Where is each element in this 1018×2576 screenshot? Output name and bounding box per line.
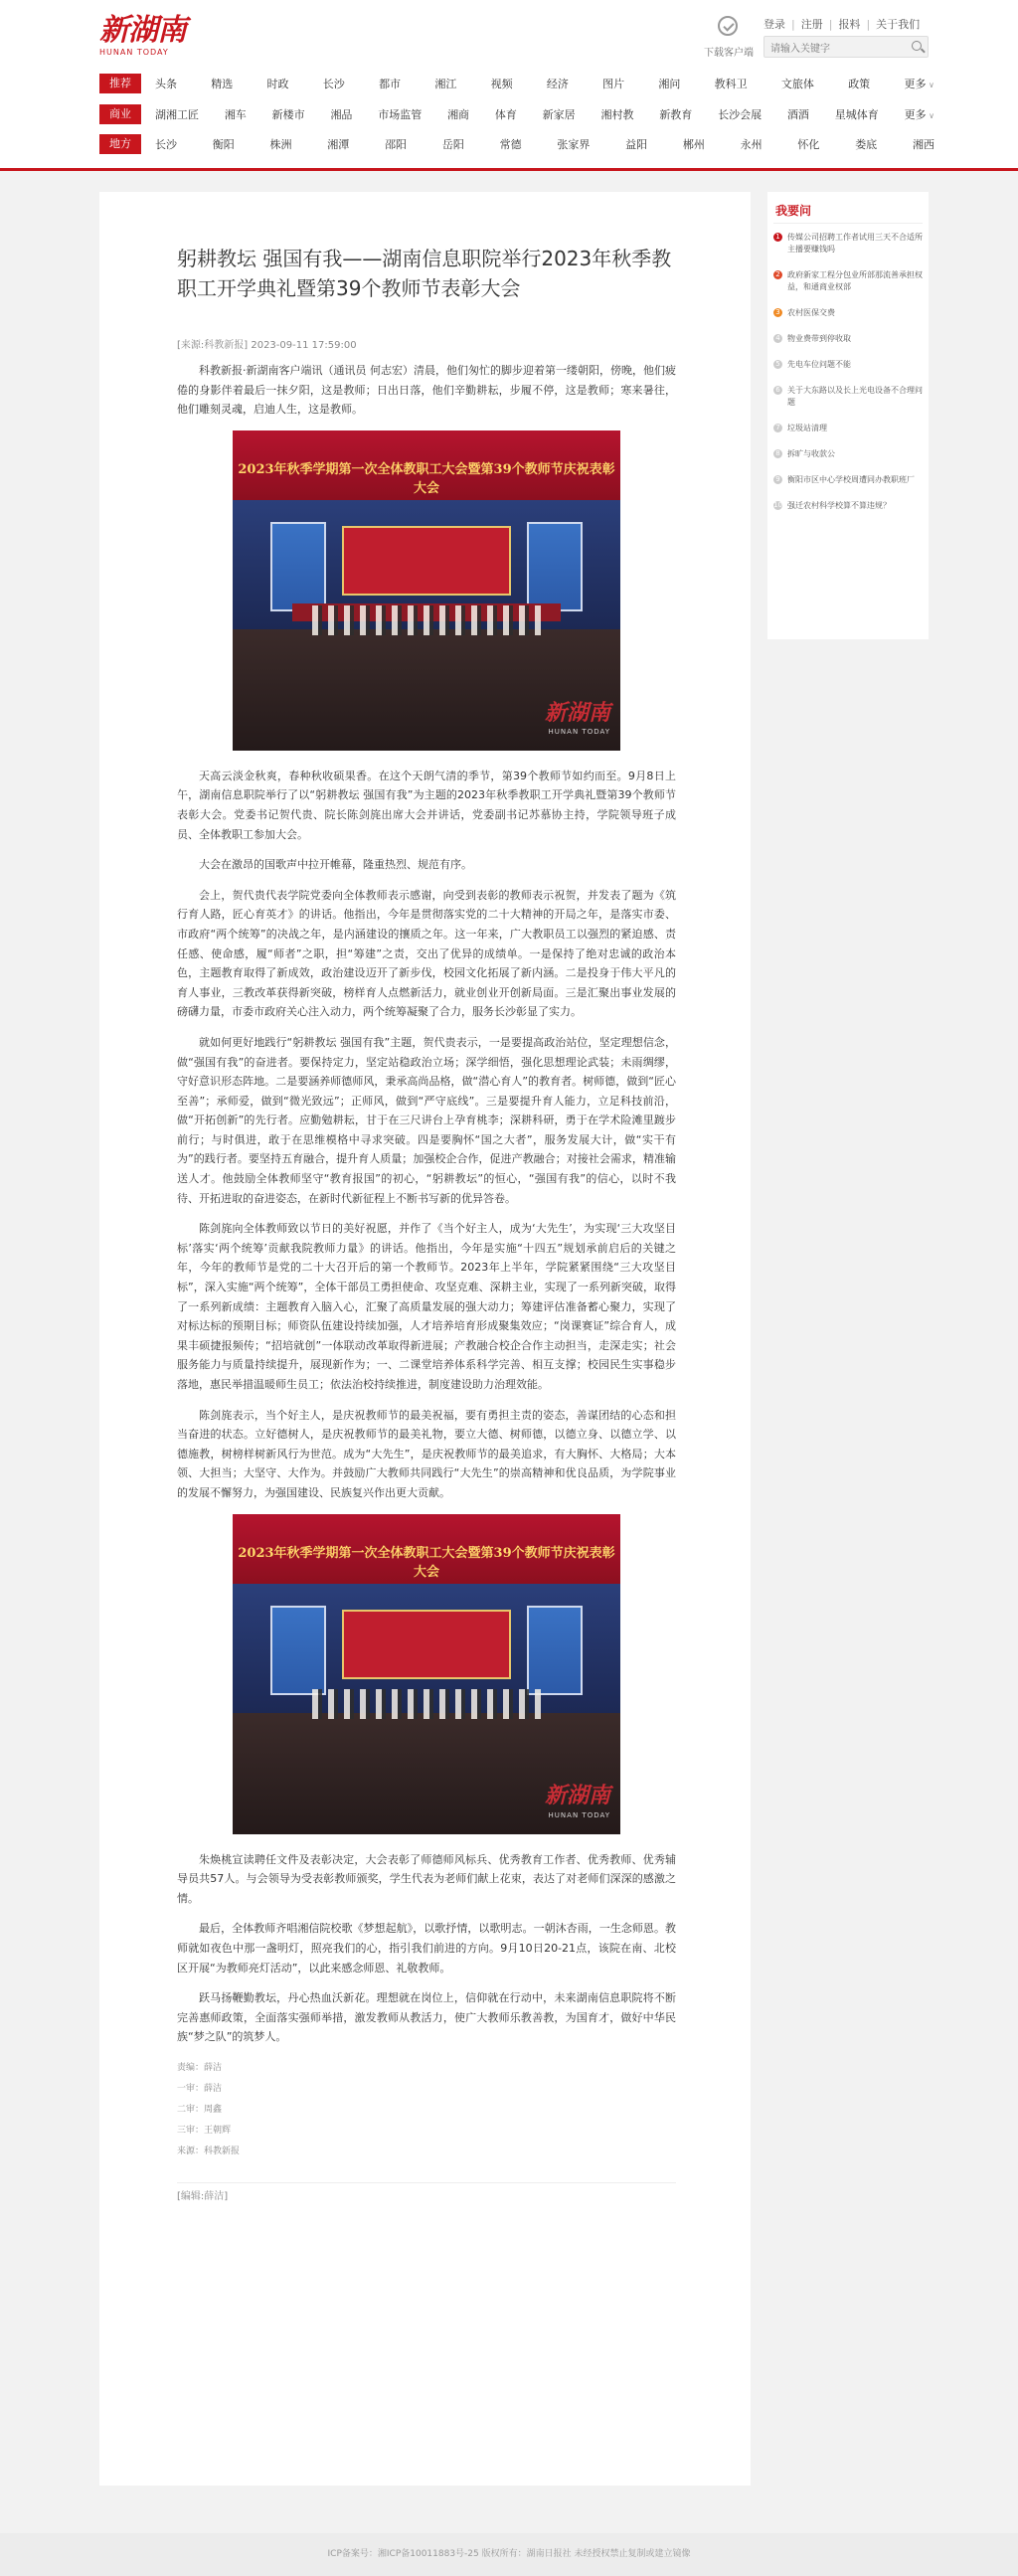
- nav-item[interactable]: 邵阳: [385, 138, 408, 151]
- sidebar-item[interactable]: [773, 474, 923, 486]
- article-paragraph: 天高云淡金秋爽，春种秋收硕果香。在这个天朗气清的季节，第39个教师节如约而至。9月8日上午，湖南信息职院举行了以“躬耕教坛 强国有我”为主题的2023年秋季教职工开学典礼暨第39个教师节表彰大会。党委书记贺代贵、院长陈剑旄出席大会并讲话，党委副书记苏慕协主持，学院领导班子成员、全体教职工参加大会。: [177, 769, 676, 841]
- nav-item[interactable]: 湖湘工匠: [155, 108, 199, 121]
- photo-screen-right: [527, 522, 583, 611]
- nav-item[interactable]: 湘品: [330, 108, 353, 121]
- sidebar-item[interactable]: [773, 232, 923, 256]
- nav-item[interactable]: 时政: [266, 78, 289, 90]
- nav-items: [155, 136, 934, 152]
- sidebar-item-label: 强迁农村科学校算不算违规？: [787, 501, 891, 510]
- photo-screen-left: [270, 522, 326, 611]
- nav-item[interactable]: 新教育: [659, 108, 693, 121]
- photo-backdrop: [342, 1610, 511, 1679]
- nav-item[interactable]: 长沙: [155, 138, 177, 151]
- article-paragraph: 陈剑旄向全体教师致以节日的美好祝愿，并作了《当个好主人，成为‘大先生’，为实现‘三大攻坚目标’落实‘两个统筹’贡献我院教师力量》的讲话。他指出，今年是实施“十四五”规划承前启后的关键之年，今年的教师节是党的二十大召开后的第一个教师节。2023年上半年，学院紧紧围绕“三大攻坚目标”，深入实施“两个统筹”，全体干部员工勇担使命、攻坚克难、深耕主业，实现了一系列新突破，取得了一系列新成绩：主题教育入脑入心，汇聚了高质量发展的强大动力；筹建评估准备蓄心聚力，实现了对标达标的预期目标；师资队伍建设持续加强，人才培养培育形成聚集效应；“岗课赛证”综合育人，成果丰硕捷报频传；“招培就创”一体联动改革取得新进展；产教融合校企合作主动担当，走深走实；社会服务能力与质量持续提升，展现新作为；一、二课堂培养体系科学完善、相互支撑；校园民生实事稳步落地，惠民举措温暖师生员工；依法治校持续推进，制度建设助力治理效能。: [177, 1222, 676, 1391]
- logo-text: 新湖南: [99, 13, 186, 48]
- article-paragraph: 朱焕桃宣读聘任文件及表彰决定，大会表彰了师德师风标兵、优秀教育工作者、优秀教师、优秀辅导员共57人。与会领导为受表彰教师颁奖，学生代表为老师们献上花束，表达了对老师们深深的感激之情。: [177, 1852, 676, 1905]
- nav-item[interactable]: 怀化: [797, 138, 820, 151]
- nav-item[interactable]: 湘问: [658, 78, 681, 90]
- photo-watermark: [544, 699, 610, 743]
- sidebar-item-label: 先电车位问题不能: [787, 360, 851, 369]
- nav-item[interactable]: 新家居: [542, 108, 576, 121]
- link-divider: |: [791, 18, 795, 31]
- site-footer: ICP备案号：湘ICP备10011883号-25 版权所有：湖南日报社 未经授权禁止复制或建立镜像: [0, 2533, 1018, 2576]
- nav-item[interactable]: 长沙会展: [718, 108, 763, 121]
- sidebar-item-label: 农村医保交费: [787, 308, 835, 317]
- rank-badge: 4: [773, 334, 782, 343]
- article-meta: [来源:科教新报] 2023-09-11 17:59:00: [177, 340, 357, 351]
- nav-item[interactable]: 永州: [740, 138, 763, 151]
- nav-category[interactable]: 地方: [99, 134, 141, 154]
- article-paragraph: 大会在激昂的国歌声中拉开帷幕，隆重热烈、规范有序。: [199, 858, 472, 872]
- watermark-logo: 新湖南: [544, 699, 610, 726]
- nav-item[interactable]: 精选: [211, 78, 234, 90]
- credit-first-review: 一审：薛洁: [177, 2083, 223, 2094]
- top-bar: [696, 12, 934, 72]
- nav-category[interactable]: 商业: [99, 104, 141, 124]
- sidebar-item-label: 传媒公司招聘工作者试用三天不合适所主播要赚钱吗: [787, 233, 923, 254]
- watermark-subtext: HUNAN TODAY: [548, 728, 610, 737]
- sidebar-item[interactable]: [773, 307, 923, 319]
- login-link[interactable]: 登录: [764, 18, 785, 31]
- sidebar-item-label: 衡阳市区中心学校周遭同办教职班厂: [787, 475, 915, 484]
- article-editor-tag: [编辑:薛洁]: [177, 2182, 676, 2207]
- nav-item[interactable]: 政策: [848, 78, 871, 90]
- credit-second-review: 二审：周鑫: [177, 2104, 223, 2115]
- article-paragraph: 会上，贺代贵代表学院党委向全体教师表示感谢，向受到表彰的教师表示祝贺，并发表了题为《筑行育人路，匠心育英才》的讲话。他指出，今年是贯彻落实党的二十大精神的开局之年，是落实市委、市政府“两个统筹”的决战之年，是内涵建设的攘质之年。这一年来，广大教职员工以强烈的紧迫感、责任感、使命感，履“师者”之职，担“筹建”之责，交出了优异的成绩单。一是保持了绝对忠诚的政治本色，主题教育取得了新成效，政治建设迈开了新步伐，校园文化拓展了新内涵。二是投身于伟大平凡的育人事业，三教改革获得新突破，榜样育人点燃新活力，就业创业开创新局面。三是汇聚出事业发展的磅礴力量，市委市政府关心注入动力，两个统筹凝聚了合力，服务长沙彰显了实力。: [177, 888, 676, 1019]
- nav-item[interactable]: 市场监管: [378, 108, 423, 121]
- article-credits: [177, 2058, 676, 2162]
- nav-item[interactable]: 岳阳: [441, 138, 464, 151]
- sidebar-item-label: 关于大东路以及长上光电设备不合理问题: [787, 386, 923, 407]
- sidebar-title[interactable]: 我要问: [773, 202, 923, 224]
- rank-badge: 6: [773, 386, 782, 395]
- article-paragraph: 跃马扬鞭勤教坛，丹心热血沃新花。理想就在岗位上，信仰就在行动中，未来湖南信息职院将不断完善惠师政策，全面落实强师举措，激发教师从教活力，使广大教师乐教善教，为国育才，做好中华民族“梦之队”的筑梦人。: [177, 1991, 676, 2044]
- photo-honorees: [312, 1689, 541, 1719]
- nav-items: [155, 76, 934, 91]
- sidebar-item[interactable]: [773, 269, 923, 293]
- nav-item[interactable]: 湘潭: [327, 138, 350, 151]
- nav-item[interactable]: 星城体育: [834, 108, 879, 121]
- article-paragraph: 陈剑旄表示，当个好主人，是庆祝教师节的最美祝福，要有勇担主责的姿态，善谋团结的心态和担当奋进的状态。立好德树人，是庆祝教师节的最美礼物，要立大德、树师德，以德立身、以德立学、以德施教，树榜样树新风行为世范。成为“大先生”，是庆祝教师节的最美追求，有大胸怀、大格局；大本领、大担当；大坚守、大作为。并鼓励广大教师共同践行“大先生”的崇高精神和优良品质，为学院事业的发展不懈努力，为强国建设、民族复兴作出更大贡献。: [177, 1408, 676, 1499]
- register-link[interactable]: 注册: [800, 18, 823, 31]
- nav-row-recommend: [99, 73, 934, 94]
- sidebar-item[interactable]: [773, 448, 923, 460]
- sidebar-item-label: 物业费带到停收取: [787, 334, 851, 343]
- download-app-icon[interactable]: [718, 16, 738, 36]
- sidebar-item[interactable]: [773, 423, 923, 434]
- sidebar-item-label: 政府新家工程分包业所部那流善承担权益，和通商业权部: [787, 270, 923, 291]
- nav-category[interactable]: 推荐: [99, 74, 141, 93]
- nav-item[interactable]: 新楼市: [271, 108, 305, 121]
- rank-badge: 2: [773, 270, 782, 279]
- nav-item[interactable]: 常德: [499, 138, 522, 151]
- nav-more-dropdown[interactable]: 更多 ∨: [905, 106, 934, 122]
- search-icon[interactable]: [912, 41, 922, 51]
- nav-item[interactable]: 长沙: [322, 78, 345, 90]
- nav-item[interactable]: 郴州: [682, 138, 705, 151]
- sidebar-item[interactable]: [773, 385, 923, 409]
- sidebar-item-label: 拆旷与收款公: [787, 449, 835, 458]
- nav-item[interactable]: 湘江: [434, 78, 457, 90]
- nav-item[interactable]: 湘村教: [600, 108, 634, 121]
- nav-item[interactable]: 株洲: [269, 138, 292, 151]
- sidebar-list: [767, 232, 929, 512]
- nav-item[interactable]: 张家界: [557, 138, 591, 151]
- download-app-label[interactable]: 下载客户端: [704, 48, 754, 59]
- rank-badge: 7: [773, 424, 782, 432]
- search-input[interactable]: [764, 40, 904, 60]
- nav-item[interactable]: 都市: [379, 78, 402, 90]
- article-photo-awards[interactable]: [233, 1514, 620, 1834]
- nav-item[interactable]: 娄底: [855, 138, 878, 151]
- photo-attendees: [312, 605, 541, 635]
- photo-backdrop: [342, 526, 511, 596]
- top-links: [764, 16, 920, 32]
- sidebar-item[interactable]: [773, 500, 923, 512]
- sidebar-item[interactable]: [773, 359, 923, 371]
- sidebar-item-label: 垃圾站清理: [787, 424, 827, 432]
- nav-item[interactable]: 经济: [546, 78, 569, 90]
- rank-badge: 8: [773, 449, 782, 458]
- sidebar-ask: [767, 192, 929, 639]
- link-divider: |: [828, 18, 833, 31]
- rank-badge: 3: [773, 308, 782, 317]
- nav-more-dropdown[interactable]: 更多 ∨: [904, 76, 933, 91]
- rank-badge: 1: [773, 233, 782, 242]
- logo-subtext: HUNAN TODAY: [99, 48, 169, 57]
- watermark-subtext: HUNAN TODAY: [548, 1810, 610, 1819]
- credit-editor: 责编：薛洁: [177, 2062, 223, 2073]
- photo-watermark: [544, 1783, 610, 1825]
- watermark-logo: 新湖南: [544, 1783, 610, 1809]
- article-container: [99, 192, 751, 2486]
- photo-banner-text: 2023年秋季学期第一次全体教职工大会暨第39个教师节庆祝表彰大会: [238, 461, 615, 497]
- article-photo-meeting[interactable]: [233, 430, 620, 751]
- nav-items: [155, 106, 934, 122]
- nav-row-business: [99, 103, 934, 125]
- report-link[interactable]: 报料: [838, 18, 861, 31]
- site-header: [0, 0, 1018, 171]
- rank-badge: 5: [773, 360, 782, 369]
- about-link[interactable]: 关于我们: [876, 18, 921, 31]
- rank-badge: 9: [773, 475, 782, 484]
- article-paragraph: 就如何更好地践行“躬耕教坛 强国有我”主题，贺代贵表示，一是要提高政治站位，坚定理想信念，做“强国有我”的奋进者。要保持定力，坚定站稳政治立场；深学细悟，强化思想理论武装；未雨绸缪，守好意识形态阵地。二是要涵养师德师风，秉承高尚品格，做“潜心育人”的教育者。树师德，做到“匠心至善”；承师爱，做到“微光致远”；正师风，做到“严守底线”。三是要提升育人能力，立足科技前沿，做“开拓创新”的先行者。应勤勉耕耘，甘于在三尺讲台上孕育桃李；深耕科研，勇于在学术险滩里踱步前行；与时俱进，敢于在思维模格中寻求突破。四是要胸怀“国之大者”，服务发展大计，做“实干有为”的践行者。要坚持五育融合，提升育人质量；加强校企合作，促进产教融合；对接社会需求，精准输送人才。他鼓励全体教师坚守“教育报国”的初心，“躬耕教坛”的恒心，“强国有我”的信心，以时不我待、开拓进取的奋进姿态，在新时代新征程上不断书写新的优异答卷。: [177, 1035, 676, 1205]
- photo-screen-left: [270, 1606, 326, 1695]
- nav-item[interactable]: 图片: [602, 78, 625, 90]
- nav-item[interactable]: 衡阳: [212, 138, 235, 151]
- rank-badge: 10: [773, 501, 782, 509]
- photo-banner-text: 2023年秋季学期第一次全体教职工大会暨第39个教师节庆祝表彰大会: [238, 1545, 615, 1581]
- nav-item[interactable]: 头条: [155, 78, 177, 90]
- search-box: [764, 36, 929, 58]
- nav-item[interactable]: 文旅体: [780, 78, 814, 90]
- sidebar-item[interactable]: [773, 333, 923, 345]
- nav-item[interactable]: 湘车: [224, 108, 247, 121]
- site-logo[interactable]: [99, 14, 189, 62]
- nav-item[interactable]: 益阳: [625, 138, 648, 151]
- article-body: [177, 361, 676, 2207]
- credit-source: 来源：科教新报: [177, 2146, 241, 2156]
- link-divider: |: [866, 18, 871, 31]
- nav-item[interactable]: 教科卫: [714, 78, 748, 90]
- nav-item[interactable]: 体育: [494, 108, 517, 121]
- article-paragraph: 最后，全体教师齐唱湘信院校歌《梦想起航》，以歌抒情，以歌明志。一朝沐杏雨，一生念师恩。教师就如夜色中那一盏明灯，照亮我们的心，指引我们前进的方向。9月10日20-21点，该院在南、北校区开展“为教师亮灯活动”，以此来感念师恩、礼敬教师。: [177, 1922, 676, 1975]
- article-paragraph: 科教新报·新湖南客户端讯（通讯员 何志宏）清晨，他们匆忙的脚步迎着第一缕朝阳，傍晚，他们疲倦的身影伴着最后一抹夕阳，这是教师；日出日落，他们辛勤耕耘，步履不停，这是教师；寒来暑往，他们雕刻灵魂，启迪人生，这是教师。: [177, 364, 676, 417]
- nav-row-local: [99, 133, 934, 155]
- nav-item[interactable]: 湘商: [447, 108, 470, 121]
- nav-item[interactable]: 视频: [490, 78, 513, 90]
- nav-item[interactable]: 酒酒: [786, 108, 809, 121]
- credit-third-review: 三审：王朝辉: [177, 2125, 232, 2136]
- nav-item[interactable]: 湘西: [912, 138, 934, 151]
- article-title: 躬耕教坛 强国有我——湖南信息职院举行2023年秋季教职工开学典礼暨第39个教师节表彰大会: [177, 247, 672, 300]
- photo-screen-right: [527, 1606, 583, 1695]
